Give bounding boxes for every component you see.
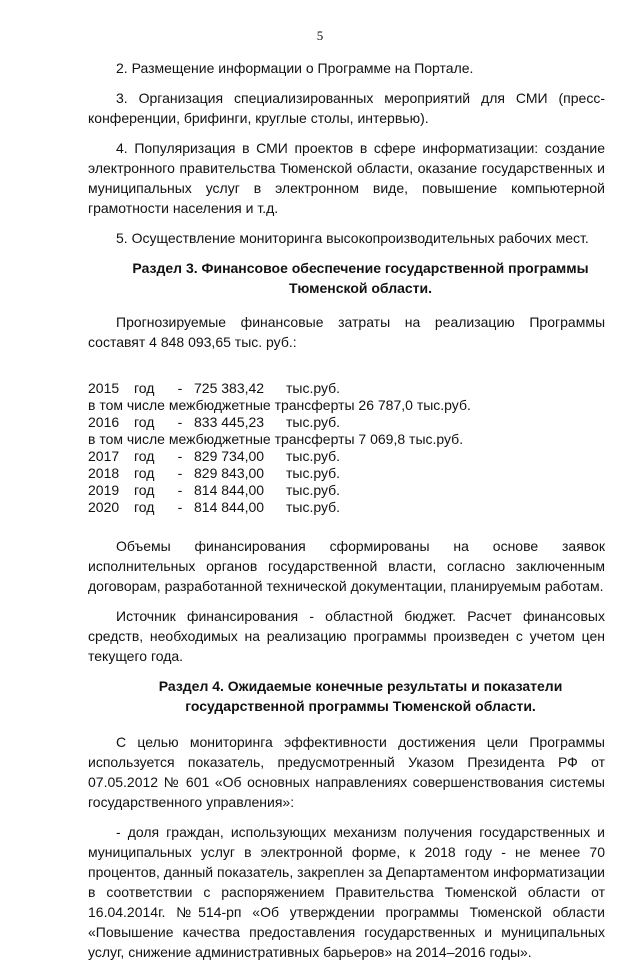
financing-dash: - bbox=[177, 414, 183, 430]
document-body bbox=[88, 58, 605, 962]
financing-row bbox=[88, 482, 605, 499]
financing-row bbox=[88, 448, 605, 465]
financing-unit: тыс.руб. bbox=[286, 414, 341, 430]
list-item: 3. Организация специализированных мероприятий для СМИ (пресс-конференции, брифинги, круглые столы, интервью). bbox=[88, 90, 605, 126]
financing-unit: тыс.руб. bbox=[286, 499, 341, 515]
financing-intro: Прогнозируемые финансовые затраты на реализацию Программы составят 4 848 093,65 тыс. руб.: bbox=[88, 314, 605, 350]
financing-row bbox=[88, 465, 605, 482]
financing-amount: 814 844,00 bbox=[194, 482, 265, 498]
financing-year: 2019 bbox=[88, 482, 120, 498]
financing-unit: тыс.руб. bbox=[286, 465, 341, 481]
financing-amount: 814 844,00 bbox=[194, 499, 265, 515]
financing-dash: - bbox=[177, 482, 183, 498]
financing-year: 2016 bbox=[88, 414, 120, 430]
financing-row bbox=[88, 414, 605, 431]
financing-year-word: год bbox=[134, 448, 155, 464]
financing-year-word: год bbox=[134, 414, 155, 430]
financing-dash: - bbox=[177, 499, 183, 515]
financing-year: 2020 bbox=[88, 499, 120, 515]
section-4-title: Раздел 4. Ожидаемые конечные результаты и показатели государственной программы Тюменской области. bbox=[158, 678, 563, 714]
list-item: 2. Размещение информации о Программе на Портале. bbox=[116, 60, 474, 76]
financing-dash: - bbox=[177, 465, 183, 481]
financing-note: в том числе межбюджетные трансферты 26 787,0 тыс.руб. bbox=[88, 397, 471, 413]
financing-year: 2018 bbox=[88, 465, 120, 481]
financing-source-paragraph: Источник финансирования - областной бюджет. Расчет финансовых средств, необходимых на реализацию программы произведен с учетом цен текущего года. bbox=[88, 608, 605, 664]
list-item: 4. Популяризация в СМИ проектов в сфере информатизации: создание электронного правительства Тюменской области, оказание государственных и муниципальных услуг в электронном виде, повышение компьютерной грамотности населения и т.д. bbox=[88, 140, 605, 216]
monitoring-paragraph: С целью мониторинга эффективности достижения цели Программы используется показатель, предусмотренный Указом Президента РФ от 07.05.2012 № 601 «Об основных направлениях совершенствования системы государственного управления»: bbox=[88, 734, 605, 810]
indicator-paragraph: - доля граждан, использующих механизм получения государственных и муниципальных услуг в электронной форме, к 2018 году - не менее 70 процентов, данный показатель, закреплен за Департаментом информатизации в соответствии с распоряжением Правительства Тюменской области от 16.04.2014г. №514-рп «Об утверждении программы Тюменской области «Повышение качества предоставления государственных и муниципальных услуг, снижение административных барьеров» на 2014–2016 годы». bbox=[88, 824, 605, 960]
financing-table bbox=[88, 380, 605, 516]
financing-amount: 829 734,00 bbox=[194, 448, 265, 464]
financing-amount: 725 383,42 bbox=[194, 380, 265, 396]
financing-unit: тыс.руб. bbox=[286, 448, 341, 464]
financing-row bbox=[88, 380, 605, 397]
financing-year-word: год bbox=[134, 482, 155, 498]
financing-year-word: год bbox=[134, 465, 155, 481]
financing-unit: тыс.руб. bbox=[286, 380, 341, 396]
financing-unit: тыс.руб. bbox=[286, 482, 341, 498]
financing-amount: 829 843,00 bbox=[194, 465, 265, 481]
financing-note: в том числе межбюджетные трансферты 7 069,8 тыс.руб. bbox=[88, 431, 464, 447]
financing-year-word: год bbox=[134, 499, 155, 515]
financing-row bbox=[88, 499, 605, 516]
financing-year: 2017 bbox=[88, 448, 120, 464]
financing-dash: - bbox=[177, 448, 183, 464]
financing-dash: - bbox=[177, 380, 183, 396]
page-number: 5 bbox=[316, 28, 324, 43]
list-item: 5. Осуществление мониторинга высокопроизводительных рабочих мест. bbox=[116, 230, 589, 246]
financing-year-word: год bbox=[134, 380, 155, 396]
financing-volumes-paragraph: Объемы финансирования сформированы на основе заявок исполнительных органов государственной власти, согласно заключенным договорам, разработанной технической документации, планируемым работам. bbox=[88, 538, 605, 594]
section-3-title: Раздел 3. Финансовое обеспечение государственной программы Тюменской области. bbox=[132, 260, 589, 296]
financing-year: 2015 bbox=[88, 380, 120, 396]
financing-amount: 833 445,23 bbox=[194, 414, 265, 430]
